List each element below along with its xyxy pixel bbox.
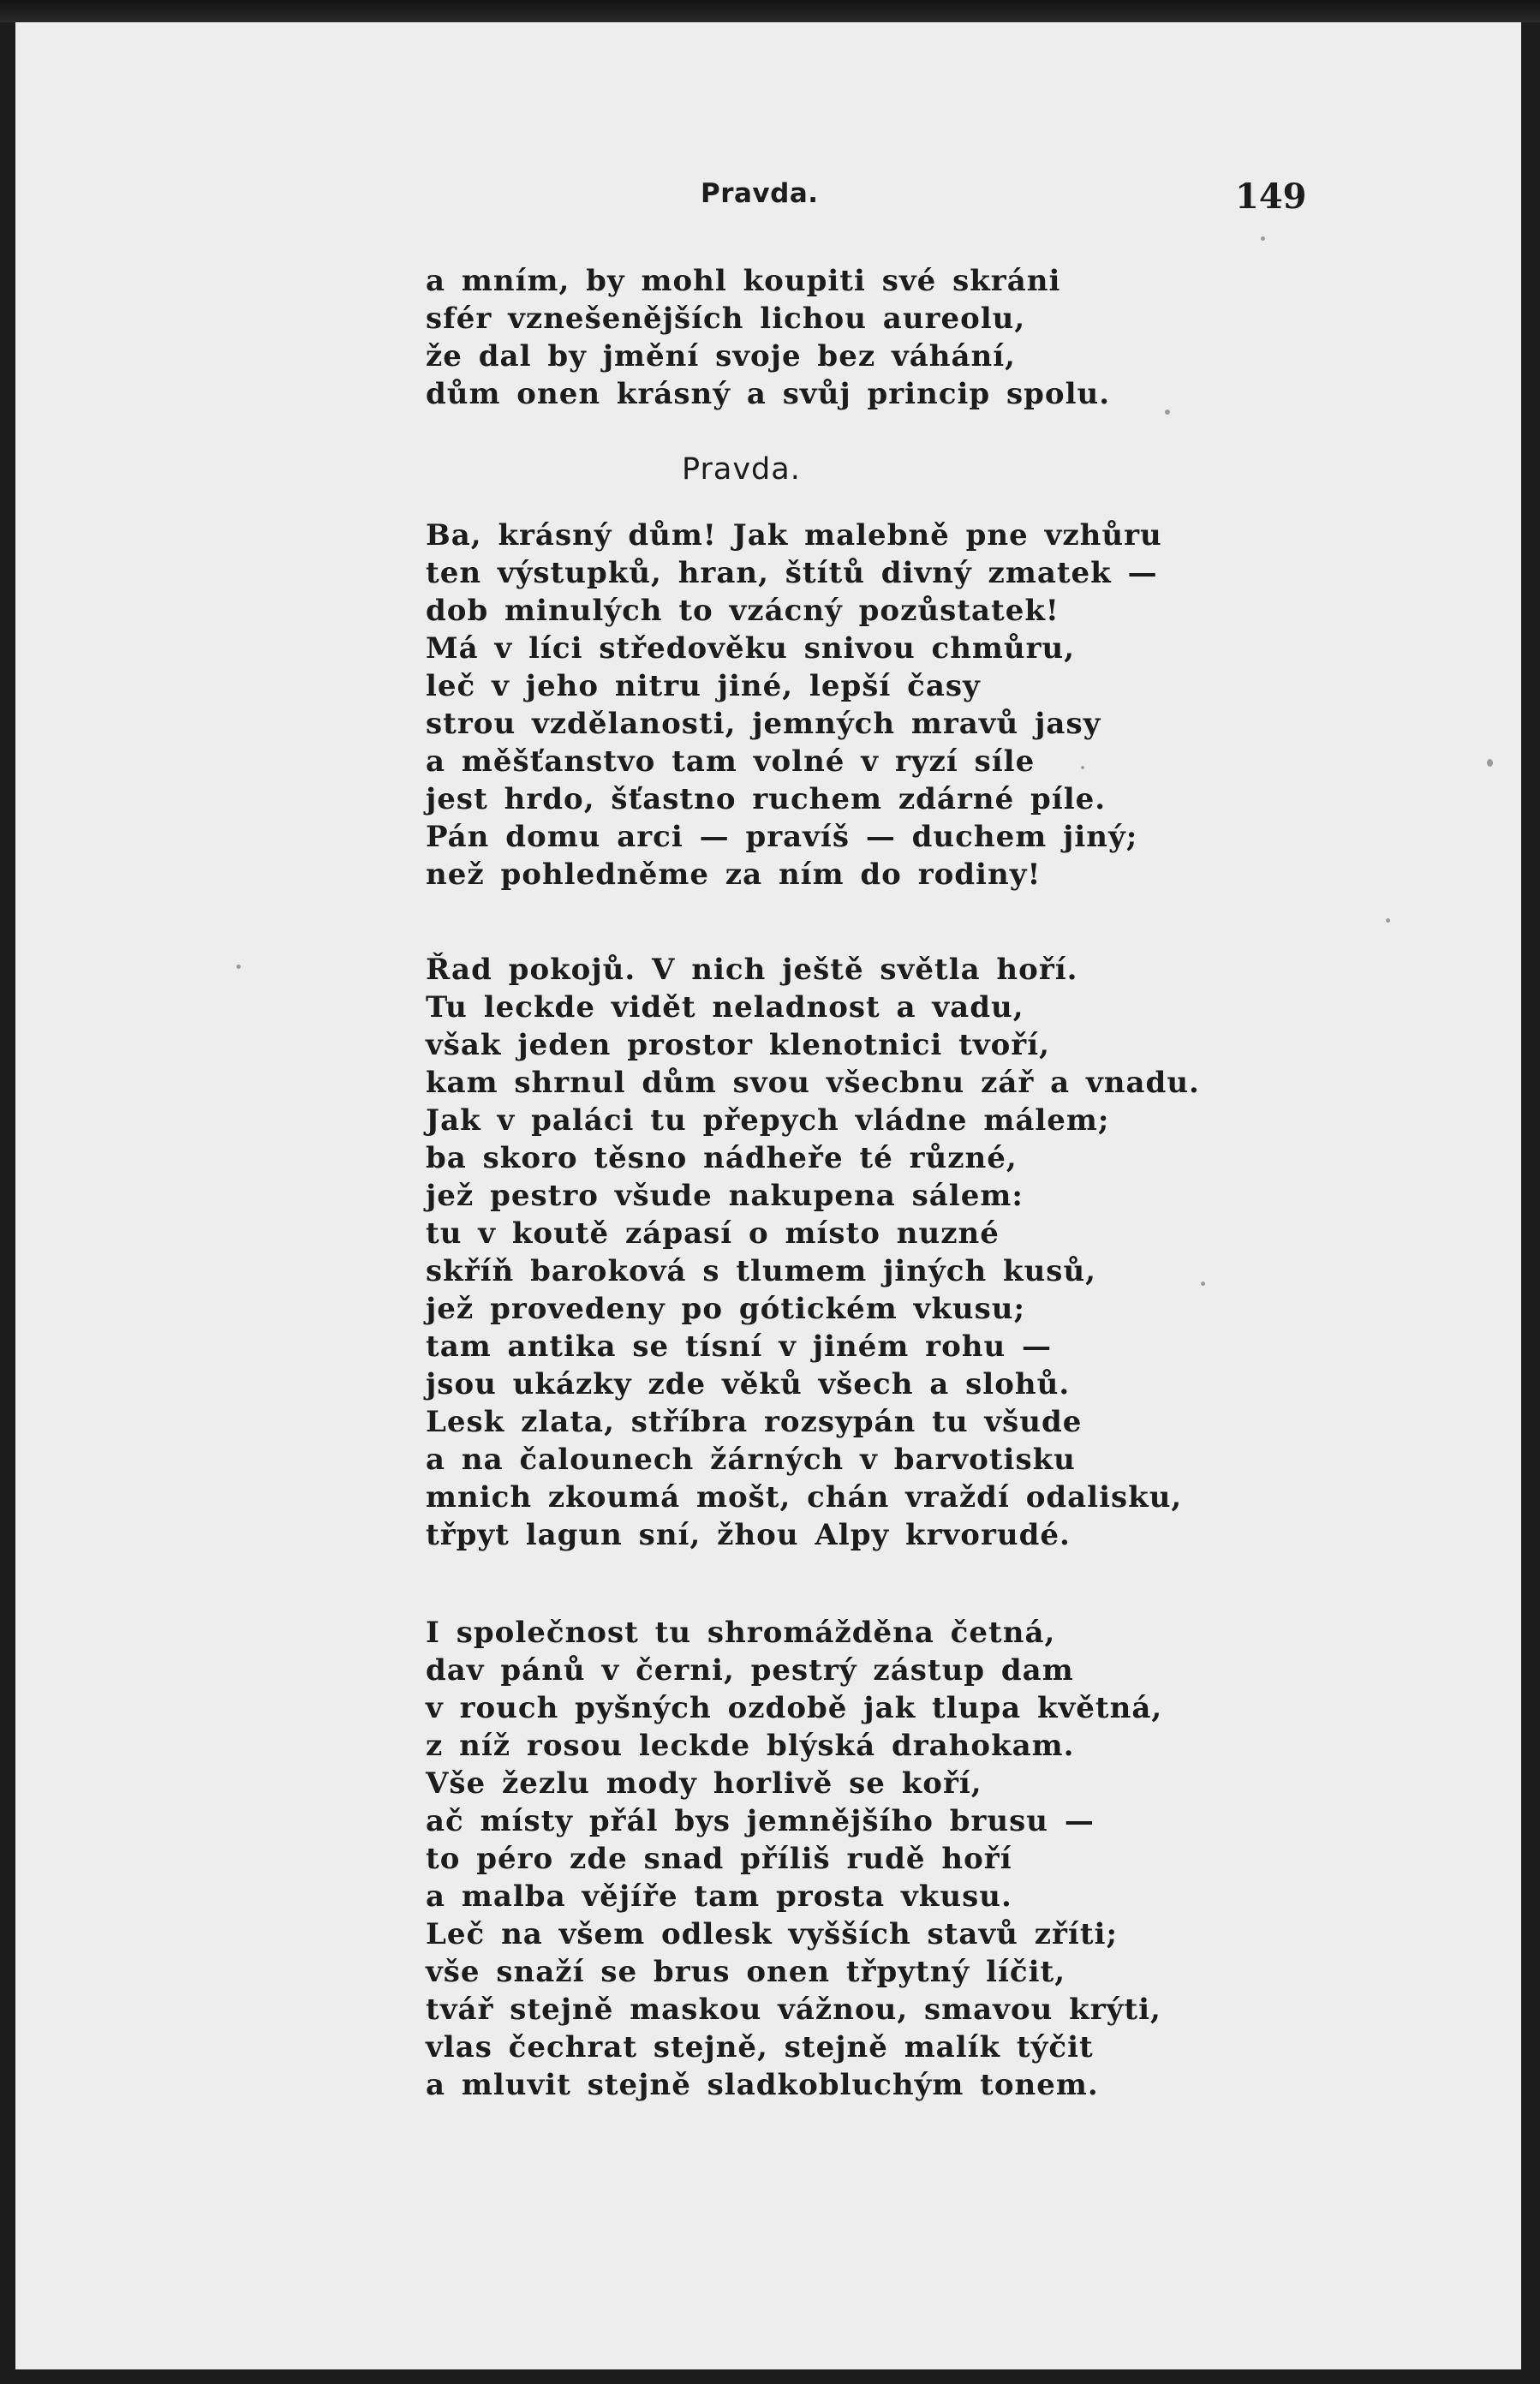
verse-line: jest hrdo, šťastno ruchem zdárné píle. bbox=[426, 782, 1107, 816]
verse-line: Jak v paláci tu přepych vládne málem; bbox=[426, 1103, 1110, 1138]
verse-line: a mluvit stejně sladkobluchým tonem. bbox=[426, 2068, 1099, 2102]
verse-line: z níž rosou leckde blýská drahokam. bbox=[426, 1729, 1075, 1763]
verse-line: leč v jeho nitru jiné, lepší časy bbox=[426, 669, 981, 703]
verse-line: I společnost tu shromážděna četná, bbox=[426, 1616, 1056, 1650]
verse-line: jež provedeny po gótickém vkusu; bbox=[426, 1292, 1026, 1326]
paper-speck bbox=[1201, 1282, 1205, 1286]
verse-line: však jeden prostor klenotnici tvoří, bbox=[426, 1028, 1050, 1062]
verse-line: jsou ukázky zde věků všech a slohů. bbox=[426, 1367, 1071, 1401]
paper-speck bbox=[1386, 918, 1390, 923]
verse-line: a mním, by mohl koupiti své skráni bbox=[426, 264, 1061, 298]
verse-line: ač místy přál bys jemnějšího brusu — bbox=[426, 1804, 1095, 1838]
verse-line: jež pestro všude nakupena sálem: bbox=[426, 1179, 1024, 1213]
speaker-heading: Pravda. bbox=[682, 452, 801, 487]
verse-line: třpyt lagun sní, žhou Alpy krvorudé. bbox=[426, 1518, 1071, 1552]
stanza-4 bbox=[426, 1614, 1162, 2104]
verse-line: dav pánů v černi, pestrý zástup dam bbox=[426, 1653, 1074, 1688]
verse-line: kam shrnul dům svou všecbnu zář a vnadu. bbox=[426, 1066, 1200, 1100]
running-head: Pravda. bbox=[701, 178, 819, 209]
verse-line: dům onen krásný a svůj princip spolu. bbox=[426, 377, 1111, 411]
verse-line: Tu leckde vidět neladnost a vadu, bbox=[426, 990, 1024, 1025]
verse-line: a malba vějíře tam prosta vkusu. bbox=[426, 1879, 1012, 1914]
verse-line: Vše žezlu mody horlivě se koří, bbox=[426, 1766, 982, 1801]
paper-speck bbox=[1165, 409, 1170, 415]
page-number: 149 bbox=[1235, 176, 1307, 217]
verse-line: vlas čechrat stejně, stejně malík týčit bbox=[426, 2030, 1094, 2064]
verse-line: a měšťanstvo tam volné v ryzí síle bbox=[426, 744, 1036, 779]
verse-line: Pán domu arci — pravíš — duchem jiný; bbox=[426, 820, 1138, 854]
verse-line: dob minulých to vzácný pozůstatek! bbox=[426, 594, 1059, 628]
verse-line: vše snaží se brus onen třpytný líčit, bbox=[426, 1955, 1066, 1989]
verse-line: sfér vznešenějších lichou aureolu, bbox=[426, 302, 1026, 336]
verse-line: než pohledněme za ním do rodiny! bbox=[426, 857, 1042, 892]
stanza-1 bbox=[426, 262, 1110, 413]
verse-line: že dal by jmění svoje bez váhání, bbox=[426, 339, 1016, 373]
verse-line: Řad pokojů. V nich ještě světla hoří. bbox=[426, 953, 1078, 987]
verse-line: tu v koutě zápasí o místo nuzné bbox=[426, 1216, 1000, 1251]
paper-speck bbox=[1487, 759, 1493, 767]
verse-line: Leč na všem odlesk vyšších stavů zříti; bbox=[426, 1917, 1119, 1951]
verse-line: mnich zkoumá mošt, chán vraždí odalisku, bbox=[426, 1480, 1183, 1515]
verse-line: to péro zde snad příliš rudě hoří bbox=[426, 1842, 1012, 1876]
verse-line: tvář stejně maskou vážnou, smavou krýti, bbox=[426, 1993, 1161, 2027]
stanza-3 bbox=[426, 951, 1200, 1554]
stanza-2 bbox=[426, 517, 1162, 893]
verse-line: Má v líci středověku snivou chmůru, bbox=[426, 631, 1076, 666]
verse-line: Ba, krásný dům! Jak malebně pne vzhůru bbox=[426, 518, 1162, 553]
verse-line: v rouch pyšných ozdobě jak tlupa květná, bbox=[426, 1691, 1163, 1725]
verse-line: Lesk zlata, stříbra rozsypán tu všude bbox=[426, 1405, 1083, 1439]
scan-border-top bbox=[0, 0, 1540, 22]
verse-line: a na čalounech žárných v barvotisku bbox=[426, 1443, 1076, 1477]
paper-speck bbox=[236, 965, 241, 969]
verse-line: tam antika se tísní v jiném rohu — bbox=[426, 1329, 1053, 1364]
verse-line: ten výstupků, hran, štítů divný zmatek — bbox=[426, 556, 1158, 590]
paper-speck bbox=[1261, 236, 1265, 241]
verse-line: strou vzdělanosti, jemných mravů jasy bbox=[426, 707, 1101, 741]
verse-line: ba skoro těsno nádheře té různé, bbox=[426, 1141, 1018, 1175]
verse-line: skříň baroková s tlumem jiných kusů, bbox=[426, 1254, 1097, 1288]
